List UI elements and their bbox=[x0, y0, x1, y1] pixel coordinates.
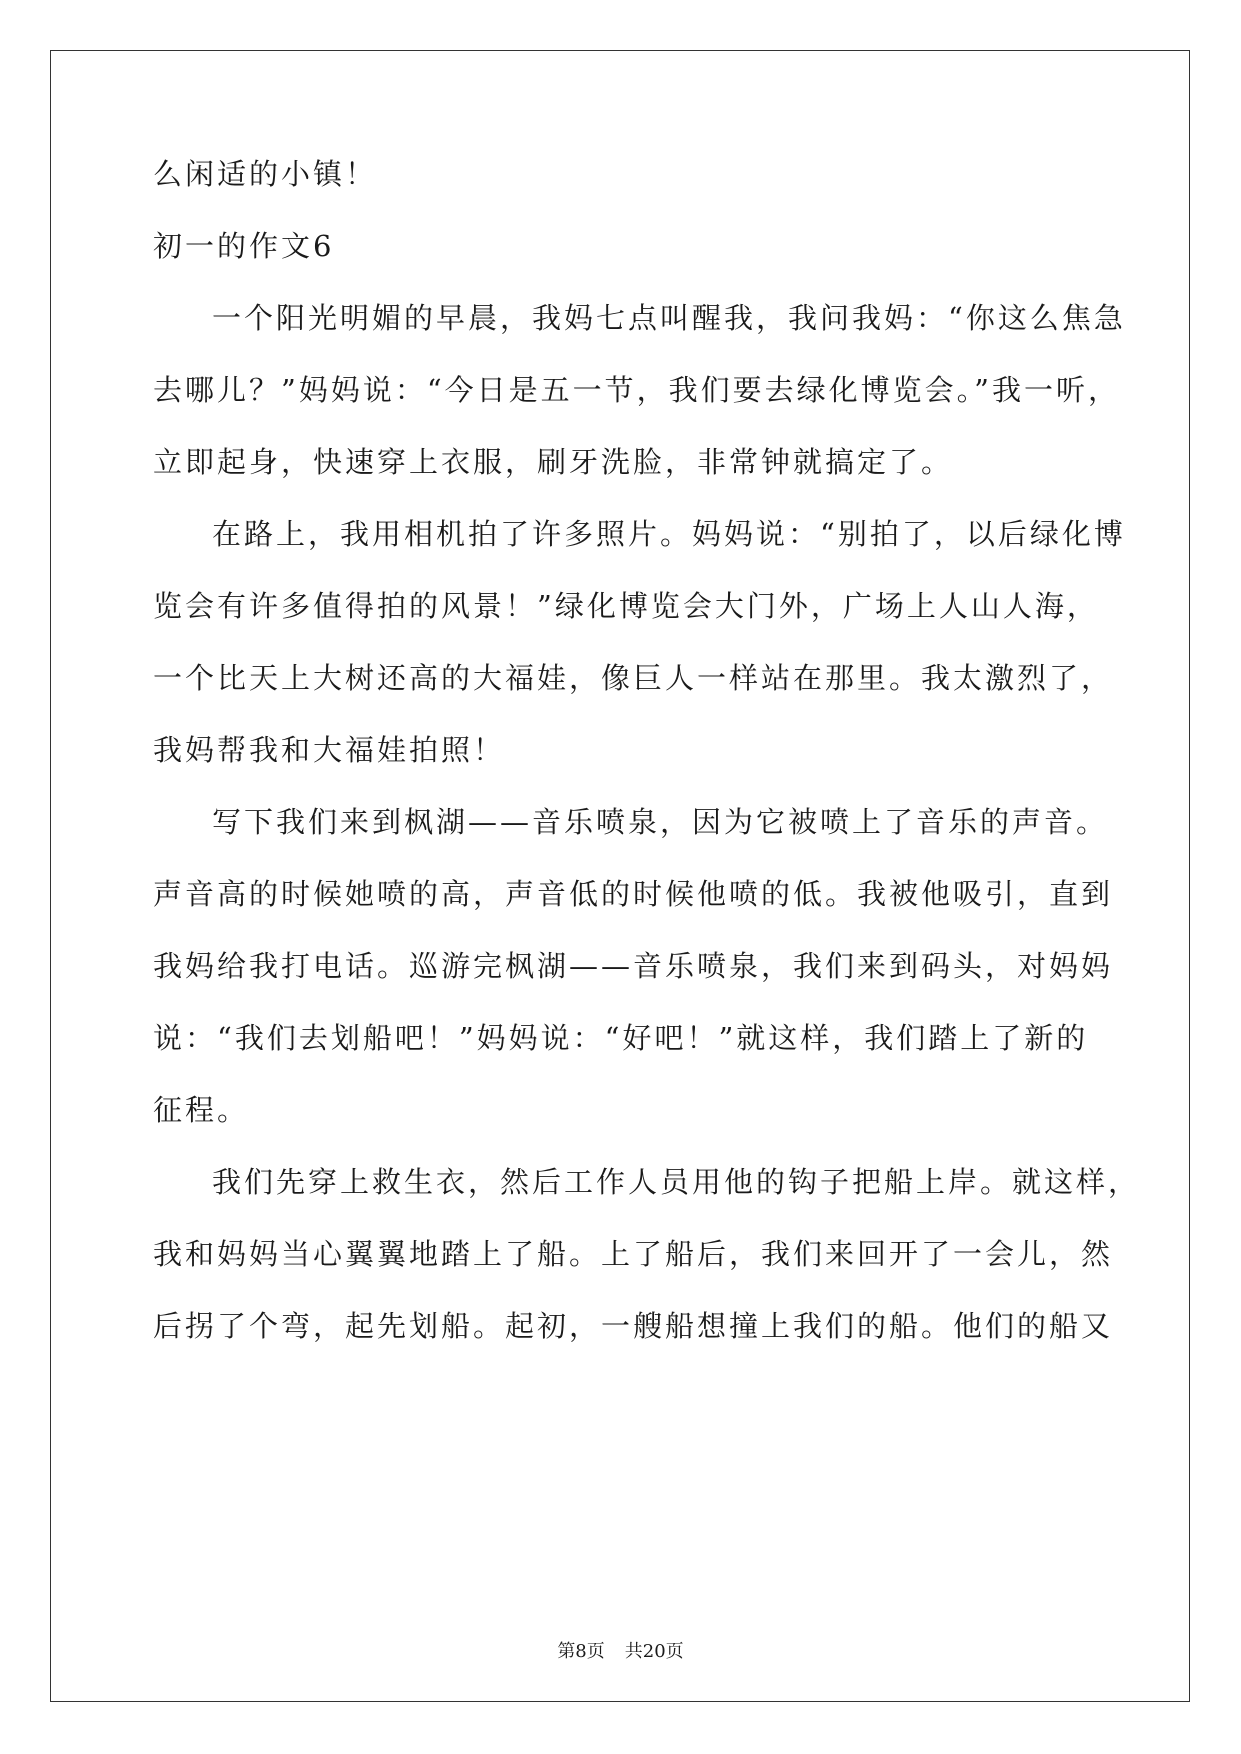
text-line: 后拐了个弯，起先划船。起初，一艘船想撞上我们的船。他们的船又 bbox=[153, 1309, 1114, 1343]
page-footer bbox=[0, 1640, 1241, 1664]
text-line: 览会有许多值得拍的风景！”绿化博览会大门外，广场上人山人海， bbox=[153, 589, 1099, 623]
text-line: 立即起身，快速穿上衣服，刷牙洗脸，非常钟就搞定了。 bbox=[153, 445, 954, 479]
text-line: 说：“我们去划船吧！”妈妈说：“好吧！”就这样，我们踏上了新的 bbox=[153, 1021, 1089, 1055]
text-line: 去哪儿？”妈妈说：“今日是五一节，我们要去绿化博览会。”我一听， bbox=[153, 373, 1120, 407]
paragraph-line: 一个阳光明媚的早晨，我妈七点叫醒我，我问我妈：“你这么焦急 bbox=[212, 301, 1126, 335]
text-line: 声音高的时候她喷的高，声音低的时候他喷的低。我被他吸引，直到 bbox=[153, 877, 1114, 911]
text-line: 我妈帮我和大福娃拍照！ bbox=[153, 733, 506, 767]
text-line: 征程。 bbox=[153, 1093, 250, 1127]
section-heading: 初一的作文6 bbox=[153, 229, 335, 263]
text-line: 一个比天上大树还高的大福娃，像巨人一样站在那里。我太激烈了， bbox=[153, 661, 1114, 695]
page-number: 第8页 bbox=[557, 1641, 605, 1662]
paragraph-line: 我们先穿上救生衣，然后工作人员用他的钩子把船上岸。就这样， bbox=[212, 1165, 1141, 1199]
text-line: 么闲适的小镇！ bbox=[153, 157, 378, 191]
paragraph-line: 写下我们来到枫湖——音乐喷泉，因为它被喷上了音乐的声音。 bbox=[212, 805, 1109, 839]
paragraph-line: 在路上，我用相机拍了许多照片。妈妈说：“别拍了，以后绿化博 bbox=[212, 517, 1126, 551]
text-line: 我和妈妈当心翼翼地踏上了船。上了船后，我们来回开了一会儿，然 bbox=[153, 1237, 1114, 1271]
text-line: 我妈给我打电话。巡游完枫湖——音乐喷泉，我们来到码头，对妈妈 bbox=[153, 949, 1114, 983]
page-total: 共20页 bbox=[624, 1641, 684, 1662]
